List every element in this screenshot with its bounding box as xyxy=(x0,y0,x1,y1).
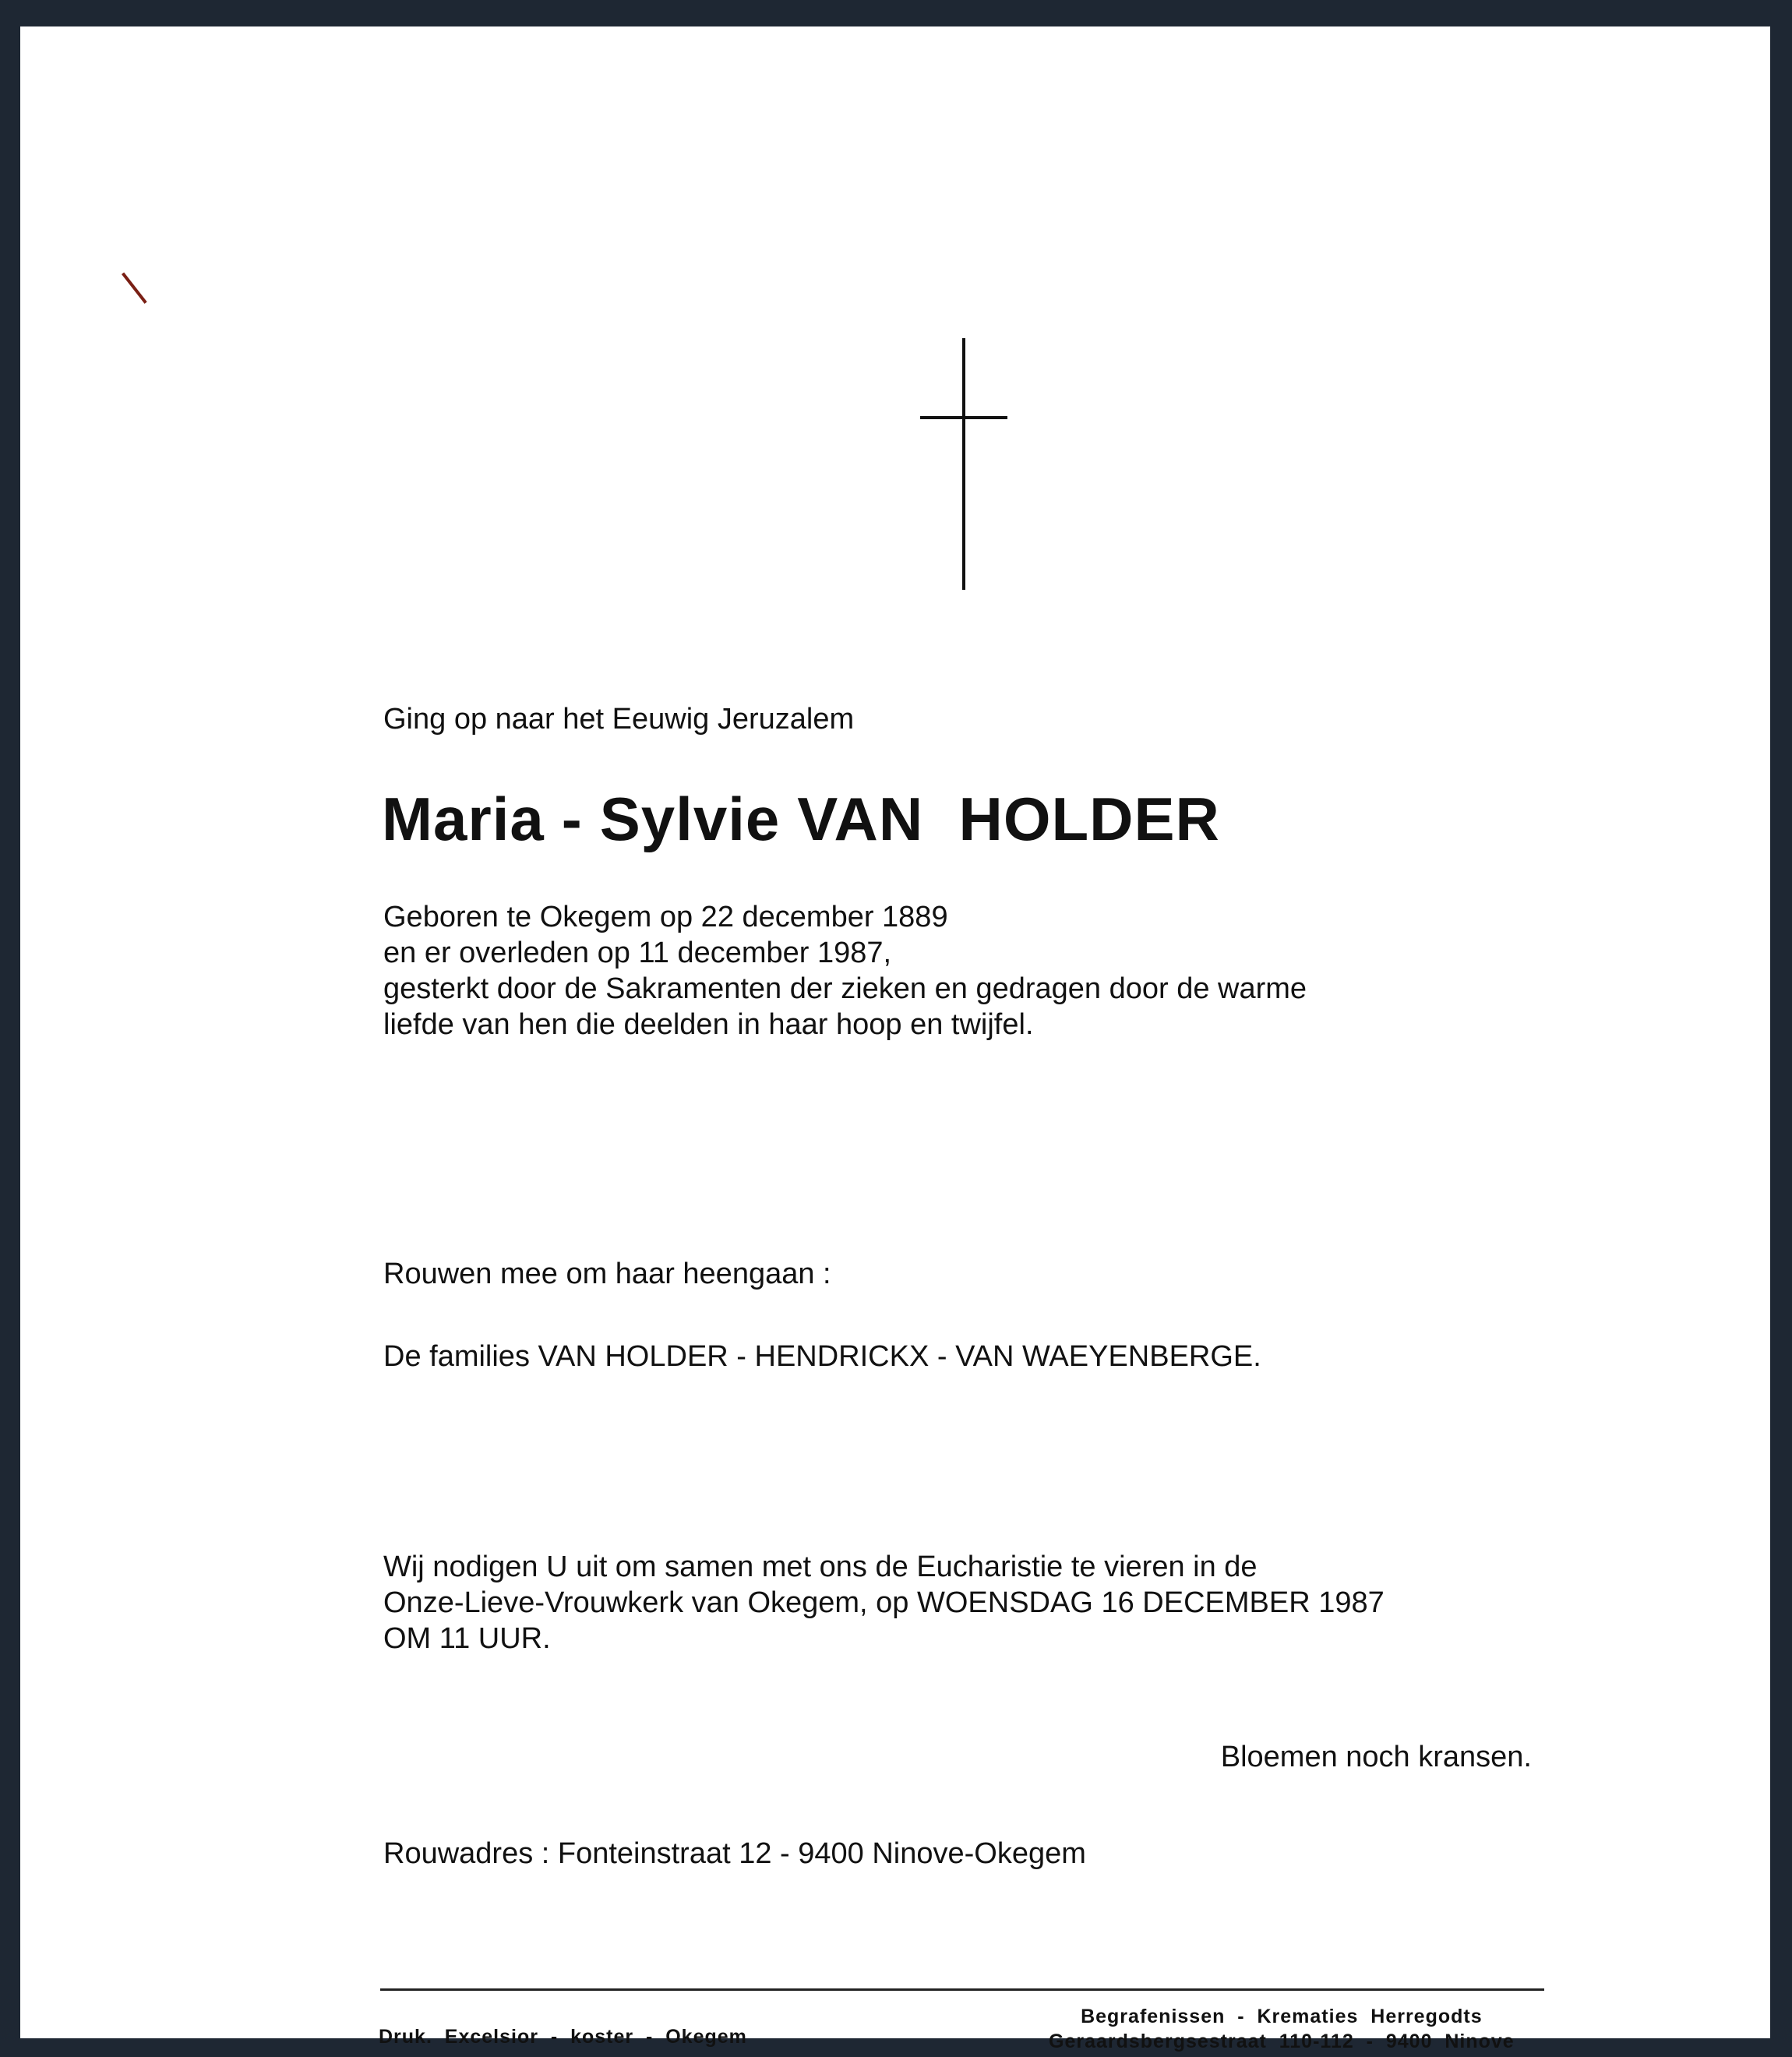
printer-credit: Druk. Excelsior - koster - Okegem xyxy=(379,2026,747,2048)
first-name: Maria xyxy=(382,785,545,853)
invitation-line: Onze-Lieve-Vrouwkerk van Okegem, op WOENSDAG 16 DECEMBER 1987 xyxy=(383,1586,1385,1619)
invitation-line: Wij nodigen U uit om samen met ons de Eucharistie te vieren in de xyxy=(383,1551,1258,1583)
flowers-note: Bloemen noch kransen. xyxy=(1220,1741,1532,1773)
footer-divider xyxy=(380,1988,1544,1991)
cross-icon xyxy=(920,338,1007,590)
stray-pen-mark xyxy=(122,273,147,304)
surname: VAN HOLDER xyxy=(797,785,1220,853)
invitation-text xyxy=(383,1549,1385,1657)
mourning-address: Rouwadres : Fonteinstraat 12 - 9400 Ninove-Okegem xyxy=(383,1837,1086,1870)
obituary-card xyxy=(20,26,1770,2052)
intro-line: Ging op naar het Eeuwig Jeruzalem xyxy=(383,703,855,736)
invitation-line: OM 11 UUR. xyxy=(383,1622,551,1655)
name-separator: - xyxy=(561,785,583,853)
death-line: en er overleden op 11 december 1987, xyxy=(383,937,892,969)
cross-vertical-bar xyxy=(962,338,965,590)
undertaker-credit xyxy=(1049,2004,1515,2054)
love-line: liefde van hen die deelden in haar hoop en twijfel. xyxy=(383,1008,1034,1041)
second-name: Sylvie xyxy=(599,785,781,853)
sacrament-line: gesterkt door de Sakramenten der zieken en gedragen door de warme xyxy=(383,972,1307,1005)
birth-line: Geboren te Okegem op 22 december 1889 xyxy=(383,901,948,933)
mourners-families: De families VAN HOLDER - HENDRICKX - VAN WAEYENBERGE. xyxy=(383,1340,1261,1373)
cross-horizontal-bar xyxy=(920,416,1007,419)
deceased-name xyxy=(382,784,1220,854)
undertaker-address: Geraardsbergsestraat 110-112 - 9400 Ninove xyxy=(1049,2031,1515,2052)
mourners-heading: Rouwen mee om haar heengaan : xyxy=(383,1258,831,1290)
undertaker-name: Begrafenissen - Krematies Herregodts xyxy=(1081,2006,1483,2027)
life-details xyxy=(383,899,1307,1043)
